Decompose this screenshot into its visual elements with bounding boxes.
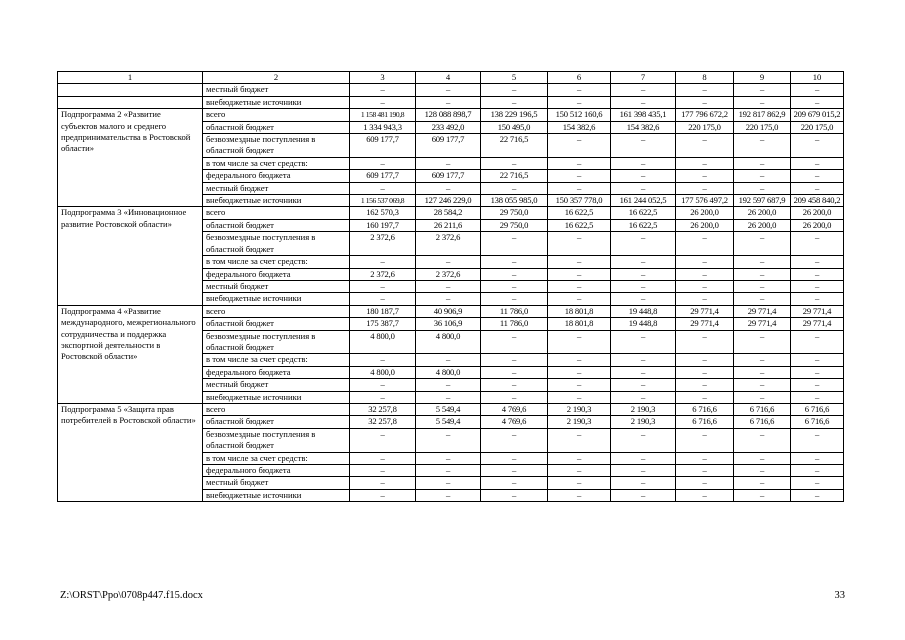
value-cell: – [791,379,844,391]
value-cell: – [676,489,734,501]
value-cell: – [676,182,734,194]
column-header: 10 [791,72,844,84]
funding-source-cell: внебюджетные источники [203,293,350,305]
funding-source-cell: областной бюджет [203,318,350,330]
value-cell: 5 549,4 [416,416,481,428]
program-cell-empty [58,84,203,96]
value-cell: 26 211,6 [416,219,481,231]
value-cell: – [734,280,791,292]
funding-source-cell: безвозмездные поступления в областной бюджет [203,428,350,452]
value-cell: 192 817 862,9 [734,109,791,121]
value-cell: – [791,489,844,501]
value-cell: – [548,96,611,108]
value-cell: – [676,170,734,182]
value-cell: – [611,256,676,268]
table-row [58,84,844,96]
funding-source-cell: местный бюджет [203,477,350,489]
value-cell: – [734,182,791,194]
value-cell: – [350,157,416,169]
value-cell: 22 716,5 [481,134,548,158]
column-header: 9 [734,72,791,84]
value-cell: – [611,391,676,403]
value-cell: – [676,465,734,477]
value-cell: 26 200,0 [734,219,791,231]
value-cell: 2 190,3 [611,416,676,428]
value-cell: – [791,157,844,169]
value-cell: 11 786,0 [481,305,548,317]
value-cell: 1 156 537 069,8 [350,195,416,207]
column-header: 3 [350,72,416,84]
table-row [58,403,844,415]
value-cell: – [548,134,611,158]
value-cell: – [676,428,734,452]
value-cell: 29 750,0 [481,219,548,231]
value-cell: – [734,366,791,378]
value-cell: – [481,182,548,194]
value-cell: 209 679 015,2 [791,109,844,121]
value-cell: – [350,354,416,366]
value-cell: 29 771,4 [791,318,844,330]
value-cell: 177 576 497,2 [676,195,734,207]
value-cell: – [416,293,481,305]
value-cell: – [734,489,791,501]
table-header-row [58,72,844,84]
value-cell: 4 800,0 [416,330,481,354]
value-cell: 150 512 160,6 [548,109,611,121]
value-cell: – [611,330,676,354]
value-cell: – [350,182,416,194]
value-cell: 609 177,7 [416,170,481,182]
value-cell: – [734,134,791,158]
value-cell: 127 246 229,0 [416,195,481,207]
value-cell: 6 716,6 [676,416,734,428]
value-cell: – [676,354,734,366]
funding-source-cell: безвозмездные поступления в областной бюджет [203,232,350,256]
value-cell: – [350,256,416,268]
value-cell: 11 786,0 [481,318,548,330]
value-cell: – [548,256,611,268]
funding-source-cell: местный бюджет [203,84,350,96]
value-cell: – [676,134,734,158]
value-cell: – [611,170,676,182]
value-cell: 4 769,6 [481,403,548,415]
value-cell: – [548,391,611,403]
value-cell: 220 175,0 [791,121,844,133]
value-cell: – [676,330,734,354]
value-cell: – [734,84,791,96]
value-cell: – [416,489,481,501]
table-row [58,96,844,108]
value-cell: – [676,268,734,280]
value-cell: 220 175,0 [676,121,734,133]
value-cell: 6 716,6 [791,416,844,428]
value-cell: 6 716,6 [676,403,734,415]
funding-source-cell: внебюджетные источники [203,489,350,501]
value-cell: 4 800,0 [350,366,416,378]
value-cell: 5 549,4 [416,403,481,415]
value-cell: – [734,268,791,280]
value-cell: 162 570,3 [350,207,416,219]
value-cell: 26 200,0 [676,219,734,231]
value-cell: – [481,477,548,489]
value-cell: 1 334 943,3 [350,121,416,133]
value-cell: 32 257,8 [350,403,416,415]
value-cell: 609 177,7 [350,134,416,158]
value-cell: 177 796 672,2 [676,109,734,121]
value-cell: – [416,477,481,489]
value-cell: – [734,232,791,256]
value-cell: 19 448,8 [611,318,676,330]
value-cell: 138 229 196,5 [481,109,548,121]
funding-source-cell: местный бюджет [203,379,350,391]
value-cell: 2 190,3 [611,403,676,415]
value-cell: – [734,452,791,464]
value-cell: – [734,170,791,182]
value-cell: – [676,96,734,108]
value-cell: – [611,96,676,108]
funding-source-cell: всего [203,305,350,317]
value-cell: – [481,157,548,169]
value-cell: – [548,232,611,256]
value-cell: – [548,354,611,366]
value-cell: – [611,489,676,501]
value-cell: – [481,256,548,268]
value-cell: – [611,379,676,391]
value-cell: – [791,256,844,268]
value-cell: – [416,354,481,366]
value-cell: – [416,84,481,96]
funding-source-cell: безвозмездные поступления в областной бюджет [203,134,350,158]
value-cell: – [611,182,676,194]
funding-source-cell: внебюджетные источники [203,96,350,108]
funding-source-cell: в том числе за счет средств: [203,157,350,169]
program-cell-empty [58,96,203,108]
funding-source-cell: федерального бюджета [203,366,350,378]
value-cell: 150 495,0 [481,121,548,133]
column-header: 2 [203,72,350,84]
value-cell: – [791,96,844,108]
value-cell: – [611,366,676,378]
value-cell: 32 257,8 [350,416,416,428]
value-cell: 18 801,8 [548,305,611,317]
value-cell: – [548,477,611,489]
funding-source-cell: внебюджетные источники [203,195,350,207]
value-cell: – [481,232,548,256]
value-cell: – [548,330,611,354]
value-cell: 2 190,3 [548,403,611,415]
value-cell: – [416,391,481,403]
value-cell: – [734,256,791,268]
funding-source-cell: местный бюджет [203,280,350,292]
value-cell: – [791,134,844,158]
value-cell: – [734,330,791,354]
value-cell: – [548,489,611,501]
value-cell: – [676,157,734,169]
funding-source-cell: безвозмездные поступления в областной бюджет [203,330,350,354]
value-cell: – [350,489,416,501]
value-cell: 160 197,7 [350,219,416,231]
value-cell: – [611,268,676,280]
value-cell: 29 771,4 [676,318,734,330]
value-cell: 26 200,0 [676,207,734,219]
subprogram-name-cell: Подпрограмма 5 «Защита прав потребителей в Ростовской области» [58,403,203,501]
value-cell: – [611,354,676,366]
value-cell: 154 382,6 [548,121,611,133]
value-cell: – [416,379,481,391]
value-cell: – [481,489,548,501]
value-cell: – [791,477,844,489]
value-cell: – [734,465,791,477]
value-cell: – [676,366,734,378]
value-cell: 6 716,6 [734,416,791,428]
value-cell: – [791,391,844,403]
value-cell: 16 622,5 [548,219,611,231]
value-cell: – [791,268,844,280]
budget-table [57,71,844,502]
subprogram-name-cell: Подпрограмма 3 «Инновационное развитие Ростовской области» [58,207,203,305]
value-cell: – [548,157,611,169]
funding-source-cell: федерального бюджета [203,170,350,182]
value-cell: – [676,477,734,489]
value-cell: – [481,96,548,108]
value-cell: – [611,134,676,158]
column-header: 1 [58,72,203,84]
funding-source-cell: всего [203,207,350,219]
value-cell: – [416,452,481,464]
value-cell: – [350,465,416,477]
value-cell: 128 088 898,7 [416,109,481,121]
funding-source-cell: областной бюджет [203,416,350,428]
value-cell: 40 906,9 [416,305,481,317]
value-cell: 29 771,4 [734,305,791,317]
value-cell: 138 055 985,0 [481,195,548,207]
value-cell: – [676,232,734,256]
value-cell: – [791,84,844,96]
funding-source-cell: в том числе за счет средств: [203,354,350,366]
funding-source-cell: областной бюджет [203,121,350,133]
funding-source-cell: в том числе за счет средств: [203,452,350,464]
value-cell: – [481,354,548,366]
value-cell: 29 771,4 [734,318,791,330]
value-cell: 2 372,6 [416,232,481,256]
value-cell: – [676,379,734,391]
subprogram-name-cell: Подпрограмма 2 «Развитие субъектов малого и среднего предпринимательства в Ростовской области» [58,109,203,207]
value-cell: – [611,293,676,305]
value-cell: 19 448,8 [611,305,676,317]
value-cell: – [734,379,791,391]
value-cell: – [416,96,481,108]
funding-source-cell: внебюджетные источники [203,391,350,403]
value-cell: 6 716,6 [734,403,791,415]
value-cell: – [791,330,844,354]
value-cell: – [548,379,611,391]
value-cell: 609 177,7 [350,170,416,182]
value-cell: – [416,182,481,194]
value-cell: 1 158 481 190,8 [350,109,416,121]
value-cell: – [350,391,416,403]
value-cell: – [676,293,734,305]
value-cell: 26 200,0 [791,219,844,231]
funding-source-cell: всего [203,403,350,415]
value-cell: – [350,477,416,489]
value-cell: 161 244 052,5 [611,195,676,207]
value-cell: – [791,428,844,452]
value-cell: 26 200,0 [734,207,791,219]
value-cell: 29 771,4 [676,305,734,317]
value-cell: – [791,366,844,378]
value-cell: 16 622,5 [611,207,676,219]
funding-source-cell: всего [203,109,350,121]
value-cell: – [481,391,548,403]
value-cell: – [611,232,676,256]
value-cell: – [734,157,791,169]
value-cell: – [611,157,676,169]
value-cell: – [611,280,676,292]
value-cell: – [416,157,481,169]
value-cell: 2 372,6 [416,268,481,280]
value-cell: – [791,354,844,366]
value-cell: 609 177,7 [416,134,481,158]
funding-source-cell: областной бюджет [203,219,350,231]
value-cell: – [350,379,416,391]
value-cell: – [481,84,548,96]
value-cell: 29 750,0 [481,207,548,219]
value-cell: 16 622,5 [548,207,611,219]
value-cell: – [734,293,791,305]
value-cell: 4 800,0 [416,366,481,378]
table-row [58,207,844,219]
value-cell: – [611,428,676,452]
value-cell: – [548,182,611,194]
value-cell: – [350,84,416,96]
value-cell: – [548,366,611,378]
value-cell: – [548,452,611,464]
value-cell: 161 398 435,1 [611,109,676,121]
value-cell: – [548,268,611,280]
value-cell: 154 382,6 [611,121,676,133]
value-cell: – [481,268,548,280]
value-cell: – [416,465,481,477]
value-cell: 16 622,5 [611,219,676,231]
value-cell: 233 492,0 [416,121,481,133]
value-cell: – [734,391,791,403]
value-cell: 6 716,6 [791,403,844,415]
value-cell: 209 458 840,2 [791,195,844,207]
value-cell: 4 800,0 [350,330,416,354]
value-cell: 4 769,6 [481,416,548,428]
value-cell: – [481,280,548,292]
value-cell: 220 175,0 [734,121,791,133]
value-cell: – [350,280,416,292]
value-cell: 29 771,4 [791,305,844,317]
value-cell: – [416,256,481,268]
value-cell: – [548,465,611,477]
value-cell: – [481,366,548,378]
value-cell: – [548,293,611,305]
table-row [58,109,844,121]
funding-source-cell: федерального бюджета [203,465,350,477]
value-cell: 28 584,2 [416,207,481,219]
value-cell: – [548,84,611,96]
value-cell: – [611,84,676,96]
funding-source-cell: местный бюджет [203,182,350,194]
table-row [58,305,844,317]
value-cell: – [350,293,416,305]
value-cell: – [791,465,844,477]
value-cell: 192 597 687,9 [734,195,791,207]
footer-page-number: 33 [834,590,845,601]
value-cell: – [676,256,734,268]
value-cell: – [791,280,844,292]
value-cell: – [548,428,611,452]
value-cell: – [791,182,844,194]
column-header: 4 [416,72,481,84]
value-cell: – [734,477,791,489]
value-cell: – [676,452,734,464]
value-cell: 2 190,3 [548,416,611,428]
value-cell: – [548,170,611,182]
table-body [58,72,844,502]
value-cell: – [734,428,791,452]
value-cell: – [416,428,481,452]
value-cell: – [611,452,676,464]
value-cell: – [611,477,676,489]
value-cell: 26 200,0 [791,207,844,219]
funding-source-cell: федерального бюджета [203,268,350,280]
value-cell: 22 716,5 [481,170,548,182]
value-cell: – [611,465,676,477]
column-header: 5 [481,72,548,84]
value-cell: – [734,354,791,366]
value-cell: – [481,452,548,464]
value-cell: – [481,465,548,477]
value-cell: – [734,96,791,108]
value-cell: – [676,280,734,292]
value-cell: – [481,379,548,391]
value-cell: 18 801,8 [548,318,611,330]
value-cell: – [481,330,548,354]
value-cell: 36 106,9 [416,318,481,330]
value-cell: 180 187,7 [350,305,416,317]
value-cell: – [791,293,844,305]
value-cell: – [791,170,844,182]
value-cell: – [481,293,548,305]
value-cell: 150 357 778,0 [548,195,611,207]
value-cell: – [676,391,734,403]
value-cell: – [791,452,844,464]
subprogram-name-cell: Подпрограмма 4 «Развитие международного, межрегионального сотрудничества и поддержка экспортной деятельности в Ростовской области» [58,305,203,403]
footer-file-path: Z:\ORST\Ppo\0708p447.f15.docx [60,590,203,601]
value-cell: 2 372,6 [350,232,416,256]
column-header: 8 [676,72,734,84]
value-cell: – [350,428,416,452]
funding-source-cell: в том числе за счет средств: [203,256,350,268]
value-cell: – [791,232,844,256]
value-cell: 175 387,7 [350,318,416,330]
value-cell: – [676,84,734,96]
value-cell: – [481,428,548,452]
value-cell: – [548,280,611,292]
value-cell: 2 372,6 [350,268,416,280]
column-header: 6 [548,72,611,84]
column-header: 7 [611,72,676,84]
value-cell: – [416,280,481,292]
value-cell: – [350,96,416,108]
value-cell: – [350,452,416,464]
